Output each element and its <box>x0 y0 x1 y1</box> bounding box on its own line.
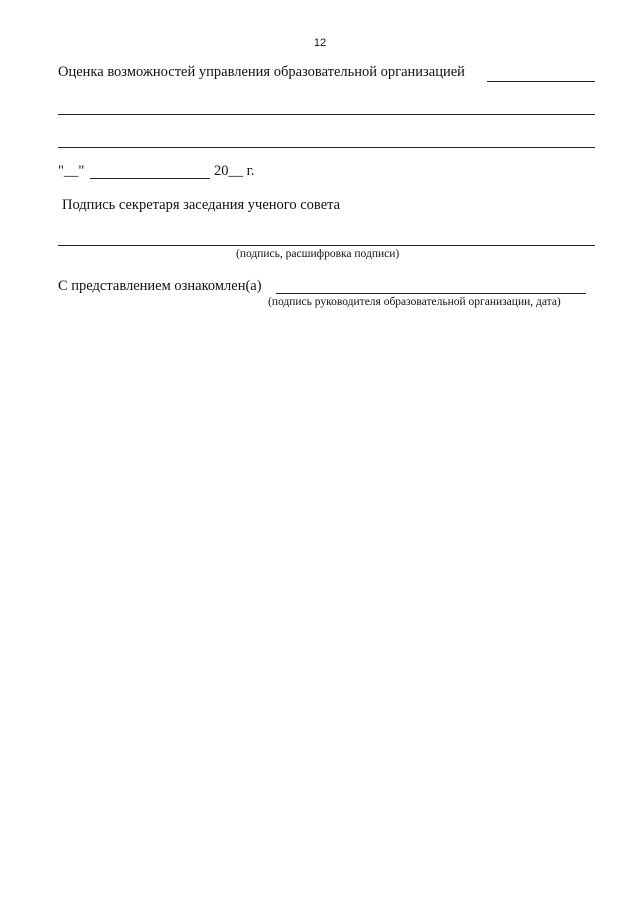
assessment-blank-line-1 <box>58 114 595 115</box>
date-line <box>58 163 84 180</box>
assessment-label: Оценка возможностей управления образовательной организацией <box>58 64 465 80</box>
date-year-suffix: г. <box>246 163 255 179</box>
assessment-blank-line-2 <box>58 147 595 148</box>
date-close-quote: " <box>78 163 85 179</box>
secretary-signature-line <box>58 245 595 246</box>
date-day-blank: __ <box>63 163 79 179</box>
page-number: 12 <box>313 37 327 49</box>
date-open-quote: " <box>58 163 64 179</box>
date-year <box>214 163 255 180</box>
acknowledgement-label: С представлением ознакомлен(а) <box>58 278 262 294</box>
date-year-blank: __ <box>228 163 243 179</box>
secretary-signature-label: Подпись секретаря заседания ученого совета <box>62 197 341 213</box>
acknowledgement-signature-line <box>276 293 586 294</box>
date-year-prefix: 20 <box>214 163 229 179</box>
assessment-inline-blank-line <box>487 81 595 82</box>
acknowledgement-caption: (подпись руководителя образовательной организации, дата) <box>268 296 561 308</box>
date-month-blank-line <box>90 178 210 179</box>
secretary-signature-caption: (подпись, расшифровка подписи) <box>236 248 400 260</box>
